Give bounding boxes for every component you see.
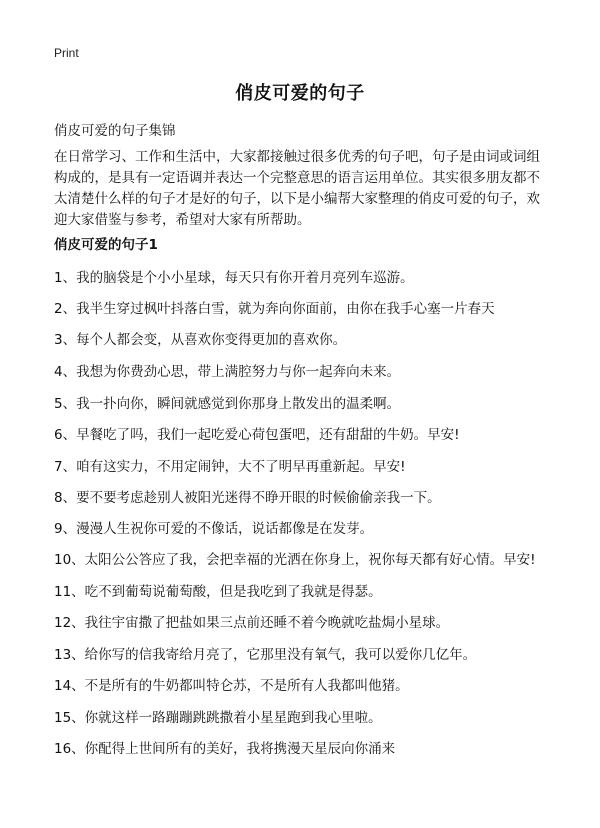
subtitle: 俏皮可爱的句子集锦 (54, 123, 176, 139)
list-item: 5、我一扑向你，瞬间就感觉到你那身上散发出的温柔啊。 (54, 396, 401, 412)
list-item: 6、早餐吃了吗，我们一起吃爱心荷包蛋吧，还有甜甜的牛奶。早安! (54, 427, 460, 443)
list-item: 4、我想为你费劲心思，带上满腔努力与你一起奔向未来。 (54, 364, 401, 380)
list-item: 9、漫漫人生祝你可爱的不像话，说话都像是在发芽。 (54, 521, 374, 537)
list-item: 13、给你写的信我寄给月亮了，它那里没有氧气，我可以爱你几亿年。 (54, 647, 477, 663)
list-item: 7、咱有这实力，不用定闹钟，大不了明早再重新起。早安! (54, 459, 406, 475)
list-item: 14、不是所有的牛奶都叫特仑苏，不是所有人我都叫他猪。 (54, 678, 409, 694)
list-item: 1、我的脑袋是个小小星球，每天只有你开着月亮列车巡游。 (54, 270, 414, 286)
section-heading: 俏皮可爱的句子1 (54, 237, 158, 253)
list-item: 3、每个人都会变，从喜欢你变得更加的喜欢你。 (54, 332, 347, 348)
list-item: 11、吃不到葡萄说葡萄酸，但是我吃到了我就是得瑟。 (54, 584, 382, 600)
page-title: 俏皮可爱的句子 (235, 83, 365, 104)
list-item: 16、你配得上世间所有的美好，我将携漫天星辰向你涌来 (54, 741, 396, 757)
list-item: 15、你就这样一路蹦蹦跳跳撒着小星星跑到我心里啦。 (54, 710, 382, 726)
print-link[interactable]: Print (54, 46, 79, 60)
list-item: 10、太阳公公答应了我，会把幸福的光洒在你身上，祝你每天都有好心情。早安! (54, 552, 536, 568)
list-item: 12、我往宇宙撒了把盐如果三点前还睡不着今晚就吃盐焗小星球。 (54, 615, 450, 631)
list-item: 8、要不要考虑趁别人被阳光迷得不睁开眼的时候偷偷亲我一下。 (54, 490, 441, 506)
intro-paragraph: 在日常学习、工作和生活中，大家都接触过很多优秀的句子吧，句子是由词或词组构成的，是具有一定语调并表达一个完整意思的语言运用单位。其实很多朋友都不太清楚什么样的句子才是好的句子，以下是小编帮大家整理的俏皮可爱的句子，欢迎大家借鉴与参考，希望对大家有所帮助。 (54, 149, 540, 228)
list-item: 2、我半生穿过枫叶抖落白雪，就为奔向你面前，由你在我手心塞一片春天 (54, 301, 495, 317)
